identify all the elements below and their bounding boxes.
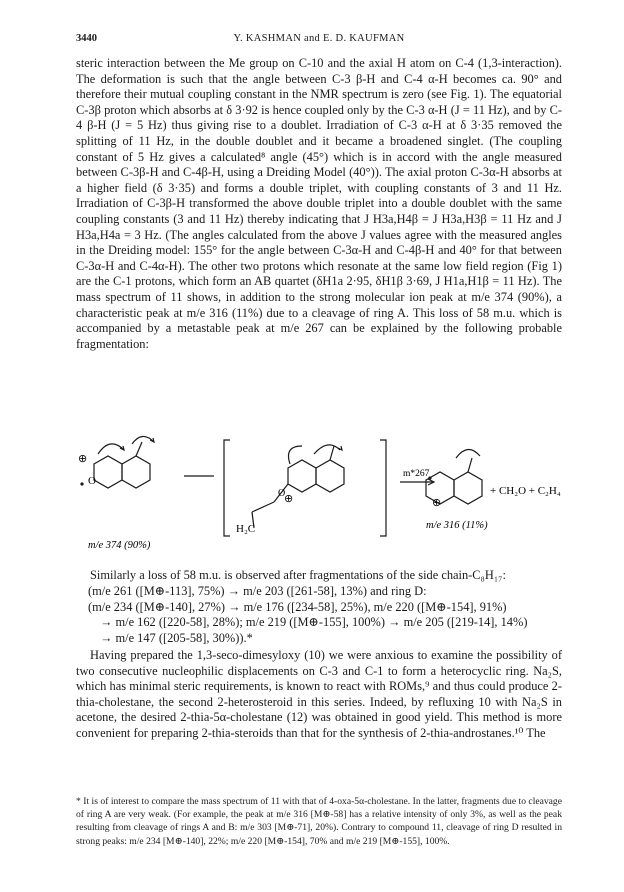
page-header — [76, 33, 562, 49]
paragraph-sidechain — [76, 568, 562, 584]
svg-text:⊕: ⊕ — [432, 497, 442, 509]
frag-line: → m/e 147 ([205-58], 30%)).* — [100, 630, 253, 645]
frag-line: → m/e 162 ([220-58], 28%); m/e 219 ([M⊕-155], 100%) → m/e 205 ([219-14], 14%) — [100, 615, 528, 630]
frag-line: (m/e 261 ([M⊕-113], 75%) → m/e 203 ([261-58], 13%) and ring D: — [88, 584, 427, 598]
metastable-label: m*267 — [403, 469, 430, 479]
left-mass-label: m/e 374 (90%) — [88, 540, 151, 551]
ch2-label: H₂C — [236, 523, 256, 535]
page-number: 3440 — [76, 33, 97, 44]
products-label: + CH₂O + C₂H₄ — [490, 485, 561, 497]
svg-text:⊕: ⊕ — [284, 493, 294, 505]
paragraph-2-intro: Similarly a loss of 58 m.u. is observed after fragmentations of the side chain-C₈H₁₇: — [90, 568, 506, 582]
left-oxygen: O — [88, 475, 96, 487]
paragraph-synthesis — [76, 648, 562, 742]
right-mass-label: m/e 316 (11%) — [426, 520, 488, 531]
fragmentation-list — [76, 584, 562, 646]
footnote: * It is of interest to compare the mass spectrum of 11 with that of 4-oxa-5α-cholestane. In the latter, fragments due to cleavage of ring A are very weak. (For example, the peak at m/e 316 [M⊕-58] has a relative intensity of only 3%, as well as the peak resulting from cleavage of rings A and B: m/e 303 [M⊕-71], 20%). Contrary to compound 11, cleavage of ring D resulted in strong peaks: m/e 234 [M⊕-140], 22%; m/e 220 [M⊕-154], 70% and m/e 219 [M⊕-155], 100%. — [76, 796, 562, 847]
running-title: Y. KASHMAN and E. D. KAUFMAN — [233, 33, 405, 44]
paragraph-nmr-discussion — [76, 56, 562, 352]
paragraph-3: Having prepared the 1,3-seco-dimesyloxy (10) we were anxious to examine the possibility of two consecutive nucleophilic displacements on C-3 and C-1 to form a heterocyclic ring. Na₂S, which has minimal steric requirements, is known to react with ROMs,⁹ and thus could produce 2-thia-cholestane, the second 2-heterosteroid in this series. Indeed, by refluxing 10 with Na₂S in acetone, the desired 2-thia-5α-cholestane (12) was obtained in good yield. This method is more convenient for preparing 2-thia-steroids than that for the synthesis of 2-thia-androstanes.¹⁰ The — [76, 648, 562, 740]
left-charge: ⊕ — [78, 453, 88, 465]
fragmentation-scheme — [76, 424, 562, 552]
frag-line: (m/e 234 ([M⊕-140], 27%) → m/e 176 ([234-58], 25%), m/e 220 ([M⊕-154], 91%) — [88, 599, 507, 614]
fragmentation-scheme-drawing — [76, 424, 562, 552]
bracket-oxygen: O — [278, 488, 286, 499]
paragraph-1: steric interaction between the Me group on C-10 and the axial H atom on C-4 (1,3-interaction). The deformation is such that the angle between C-3 β-H and C-4 α-H becomes ca. 90° and therefore their mutual coupling constant in the NMR spectrum is zero (see Fig. 1). The equatorial C-3β proton which absorbs at δ 3·92 is hence coupled only by the C-3 α-H (J = 11 Hz), and by C-4 β-H (J = 5 Hz) thus giving rise to a doublet. Irradiation of C-3 α-H at δ 3·35 removed the splitting of 11 Hz, in the double doublet and it became a broadened singlet. (The coupling constant of 5 Hz gives a calculated⁸ angle (45°) which is in accord with the angle measured between C-3β-H and C-4β-H, using a Dreiding Model (40°)). The axial proton C-3α-H absorbs at a higher field (δ 3·35) and forms a double triplet, with coupling constants of 3 and 11 Hz. Irradiation of C-3β-H transformed the above double triplet into a double doublet with the same coupling constants (3 and 11 Hz) thereby indicating that J H3a,H4β = J H3a,H3β = 11 Hz and J H3a,H4a = 3 Hz. (The angles calculated from the above J values agree with the measured angles in the Dreiding model: 155° for the angle between C-3α-H and C-4β-H and 40° for that between C-3α-H and C-4α-H). The other two protons which resonate at the same low field region (Fig 1) are the C-1 protons, which form an AB quartet (δH1a 2·95, δH1β 3·69, J H1a,H1β = 11 Hz). The mass spectrum of 11 shows, in addition to the strong molecular ion peak at m/e 374 (90%), a characteristic peak at m/e 316 (11%) due to a cleavage of ring A. This loss of 58 m.u. which is accompanied by a metastable peak at m/e 267 can be explained by the following probable fragmentation: — [76, 56, 562, 351]
